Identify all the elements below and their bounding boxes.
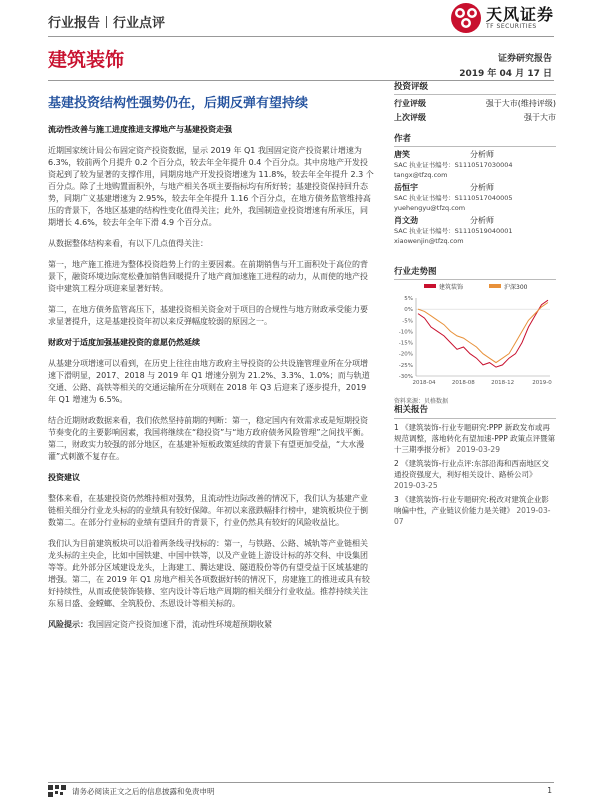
rating-heading: 投资评级 [394, 80, 556, 95]
y-tick-label: -25% [398, 362, 413, 369]
trend-heading: 行业走势图 [394, 265, 556, 280]
qr-code-icon [48, 785, 66, 797]
y-tick-label: 0% [404, 307, 413, 314]
x-tick-label: 2019-0 [532, 380, 552, 386]
author-name: 唐笑 [394, 150, 410, 159]
y-tick-label: -5% [402, 318, 413, 325]
page-number: 1 [547, 786, 552, 795]
author-entry [394, 183, 556, 213]
author-email[interactable]: xiaowenjin@tfzq.com [394, 237, 464, 245]
author-email[interactable]: tangx@tfzq.com [394, 171, 448, 179]
section-title-fiscal: 财政对于适度加强基建投资的意愿仍然延续 [48, 338, 200, 347]
author-entry [394, 150, 556, 180]
legend-label: 沪深300 [504, 284, 528, 291]
report-type: 证券研究报告 [497, 54, 552, 64]
paragraph: 整体来看，在基建投资仍然维持相对强势，且流动性边际改善的情况下，我们认为基建产业链相关细分行业龙头标的的业绩具有较好保障。年初以来涨跌幅排行榜中，建筑板块位于倒数第二。在部分行业标的业绩有望回升的背景下，行业仍然具有较好的风险收益比。 [48, 494, 368, 527]
related-report-item[interactable] [394, 422, 556, 455]
risk-label: 风险提示： [48, 620, 88, 629]
industry-trend-chart [394, 265, 556, 405]
footer-disclaimer: 请务必阅读正文之后的信息披露和免责申明 [72, 787, 215, 796]
section-title-liquidity: 流动性改善与施工进度推进支撑地产与基建投资走强 [48, 125, 232, 134]
related-report-title[interactable]: 2 《建筑装饰-行业点评:东部沿海和西南地区交通投资强度大，利好相关设计、路桥公司》 [394, 459, 549, 479]
rating-key: 行业评级 [394, 99, 426, 108]
rating-row [394, 112, 556, 123]
rating-value: 强于大市 [524, 113, 556, 122]
author-role: 分析师 [470, 150, 494, 159]
related-report-item[interactable] [394, 458, 556, 491]
paragraph: 从基建分项增速可以看到，在历史上往往由地方政府主导投资的公共设施管理业所在分项增速下滑明显，2017、2018 与 2019 年 Q1 增速分别为 21.2%、3.3%、1.0%；而与轨道交通、公路、高铁等相关的交通运输所在分项则在 2018 年 Q3 后迎来了逐步提升，2019 年 Q1 增速为 6.5%。 [48, 359, 370, 404]
author-sac: SAC 执业证书编号：S1110517040005 [394, 194, 513, 202]
rating-key: 上次评级 [394, 113, 426, 122]
chart-source: 资料来源：贝格数据 [394, 398, 449, 405]
y-tick-label: -10% [398, 329, 413, 336]
authors-panel [394, 132, 556, 246]
paragraph: 从数据整体结构来看，有以下几点值得关注： [48, 239, 208, 248]
category-label: 行业报告 [48, 16, 101, 31]
refs-heading: 相关报告 [394, 405, 556, 419]
risk-text: 我国固定资产投资加速下滑，流动性环境超预期收紧 [88, 620, 272, 629]
series-line-hs300 [418, 303, 548, 363]
x-tick-label: 2018-12 [491, 380, 515, 386]
paragraph: 第二，在地方债务监管高压下，基建投资相关资金对于项目的合规性与地方财政承受能力要求显著提升，这是基建投资年初以来反弹幅度较弱的原因之一。 [48, 305, 368, 326]
related-report-title[interactable]: 3 《建筑装饰-行业专题研究:税改对建筑企业影响偏中性，产业链议价能力是关键》 [394, 495, 549, 515]
legend-swatch [489, 284, 501, 288]
author-sac: SAC 执业证书编号：S1110519040001 [394, 227, 513, 235]
paragraph: 我们认为目前建筑板块可以沿着两条线寻找标的：第一，与铁路、公路、城轨等产业链相关龙头标的主央企，比如中国铁建、中国中铁等，以及产业链上游设计标的苏交科、中设集团等等。此外部分区域建设龙头，上海建工、腾达建设、隧道股份等仍有望受益于区域基建的增强。第二，在 2019 年 Q1 房地产相关各项数据好转的情况下，房建施工的推进或具有较好持续性，从而或使装饰装修、室内设计等后地产周期的相关细分行业收益。推荐持续关注东易日盛、金螳螂、全筑股份、杰恩设计等相关标的。 [48, 539, 370, 608]
related-report-title[interactable]: 1 《建筑装饰-行业专题研究:PPP 新政发布或再规范调整，落地转化有望加速-PPP 政策点评暨第十三期季报分析》 [394, 423, 556, 454]
x-tick-label: 2018-04 [412, 380, 436, 386]
author-entry [394, 216, 556, 246]
related-report-date: 2019-03-07 [394, 506, 551, 526]
authors-heading: 作者 [394, 132, 556, 147]
related-report-item[interactable] [394, 494, 556, 527]
main-title: 基建投资结构性强势仍在，后期反弹有望持续 [48, 96, 309, 111]
legend-label: 建筑装饰 [439, 284, 464, 291]
related-report-date: 2019-03-29 [456, 445, 500, 454]
y-tick-label: 5% [404, 296, 413, 302]
paragraph: 近期国家统计局公布固定资产投资数据，显示 2019 年 Q1 我国固定资产投资累计增速为 6.3%，较前两个月提升 0.2 个百分点，较去年全年提升 0.4 个百分点。其中房地产开发投资起到了较为显著的支撑作用，同期房地产开发投资增速为 11.8%，较去年全年提升 2.3 个百分点。除了土地购置面积外，与地产相关各项主要指标均有所好转；基建投资保持回升态势，同期广义基建增速为 2.95%，较去年全年提升 1.16 个百分点，在地方债务监管维持高压的背景下，各地区基建的结构性变化值得关注；此外，我国制造业投资增速有所承压，同期增长 4.6%，较去年全年下滑 4.9 个百分点。 [48, 146, 374, 227]
author-role: 分析师 [470, 216, 494, 225]
x-tick-label: 2018-08 [451, 380, 475, 386]
related-report-date: 2019-03-25 [394, 481, 438, 490]
author-email[interactable]: yuehengyu@tfzq.com [394, 204, 466, 212]
risk-warning [48, 619, 374, 631]
footer-rule [48, 782, 554, 783]
trend-chart-svg [394, 280, 556, 392]
rating-panel [394, 80, 556, 123]
author-name: 肖文劲 [394, 216, 418, 225]
related-reports [394, 405, 556, 527]
y-tick-label: -20% [398, 351, 413, 358]
report-date: 2019 年 04 月 17 日 [459, 69, 552, 79]
logo-name-cn: 天风证券 [486, 5, 555, 24]
subcategory-label: 行业点评 [113, 16, 166, 31]
author-role: 分析师 [470, 183, 494, 192]
industry-title: 建筑装饰 [48, 49, 125, 71]
paragraph: 结合近期财政数据来看，我们依然坚持前期的判断：第一，稳定国内有效需求或是短期投资节奏变化的主要影响因素，我国将继续在“稳投资”与“地方政府债务风险管理”之间找平衡。第二，财政实力较强的部分地区，在基建补短板政策延续的背景下有望更加受益，“大水漫灌”式刺激不复存在。 [48, 416, 369, 461]
header-divider [106, 16, 107, 28]
author-name: 岳恒宇 [394, 183, 418, 192]
legend-swatch [424, 284, 436, 288]
author-sac: SAC 执业证书编号：S1110517030004 [394, 161, 513, 169]
rating-value: 强于大市(维持评级) [485, 99, 556, 108]
y-tick-label: -15% [398, 340, 413, 347]
y-tick-label: -30% [398, 374, 413, 380]
paragraph: 第一，地产施工推进为整体投资趋势上行的主要因素。在前期销售与开工面积处于高位的背景下，融资环境边际宽松叠加销售回暖提升了地产商加速施工进程的动力，从而使的地产投资中建筑工程分项迎来显著好转。 [48, 260, 368, 293]
report-category [48, 12, 165, 31]
section-title-advice: 投资建议 [48, 473, 80, 482]
rating-row [394, 98, 556, 109]
logo-name-en: TF SECURITIES [486, 23, 537, 30]
series-line-construction [418, 300, 548, 367]
header-rule [48, 36, 554, 37]
company-logo [450, 0, 570, 40]
tf-logo-icon [450, 2, 482, 34]
report-body [48, 124, 374, 640]
